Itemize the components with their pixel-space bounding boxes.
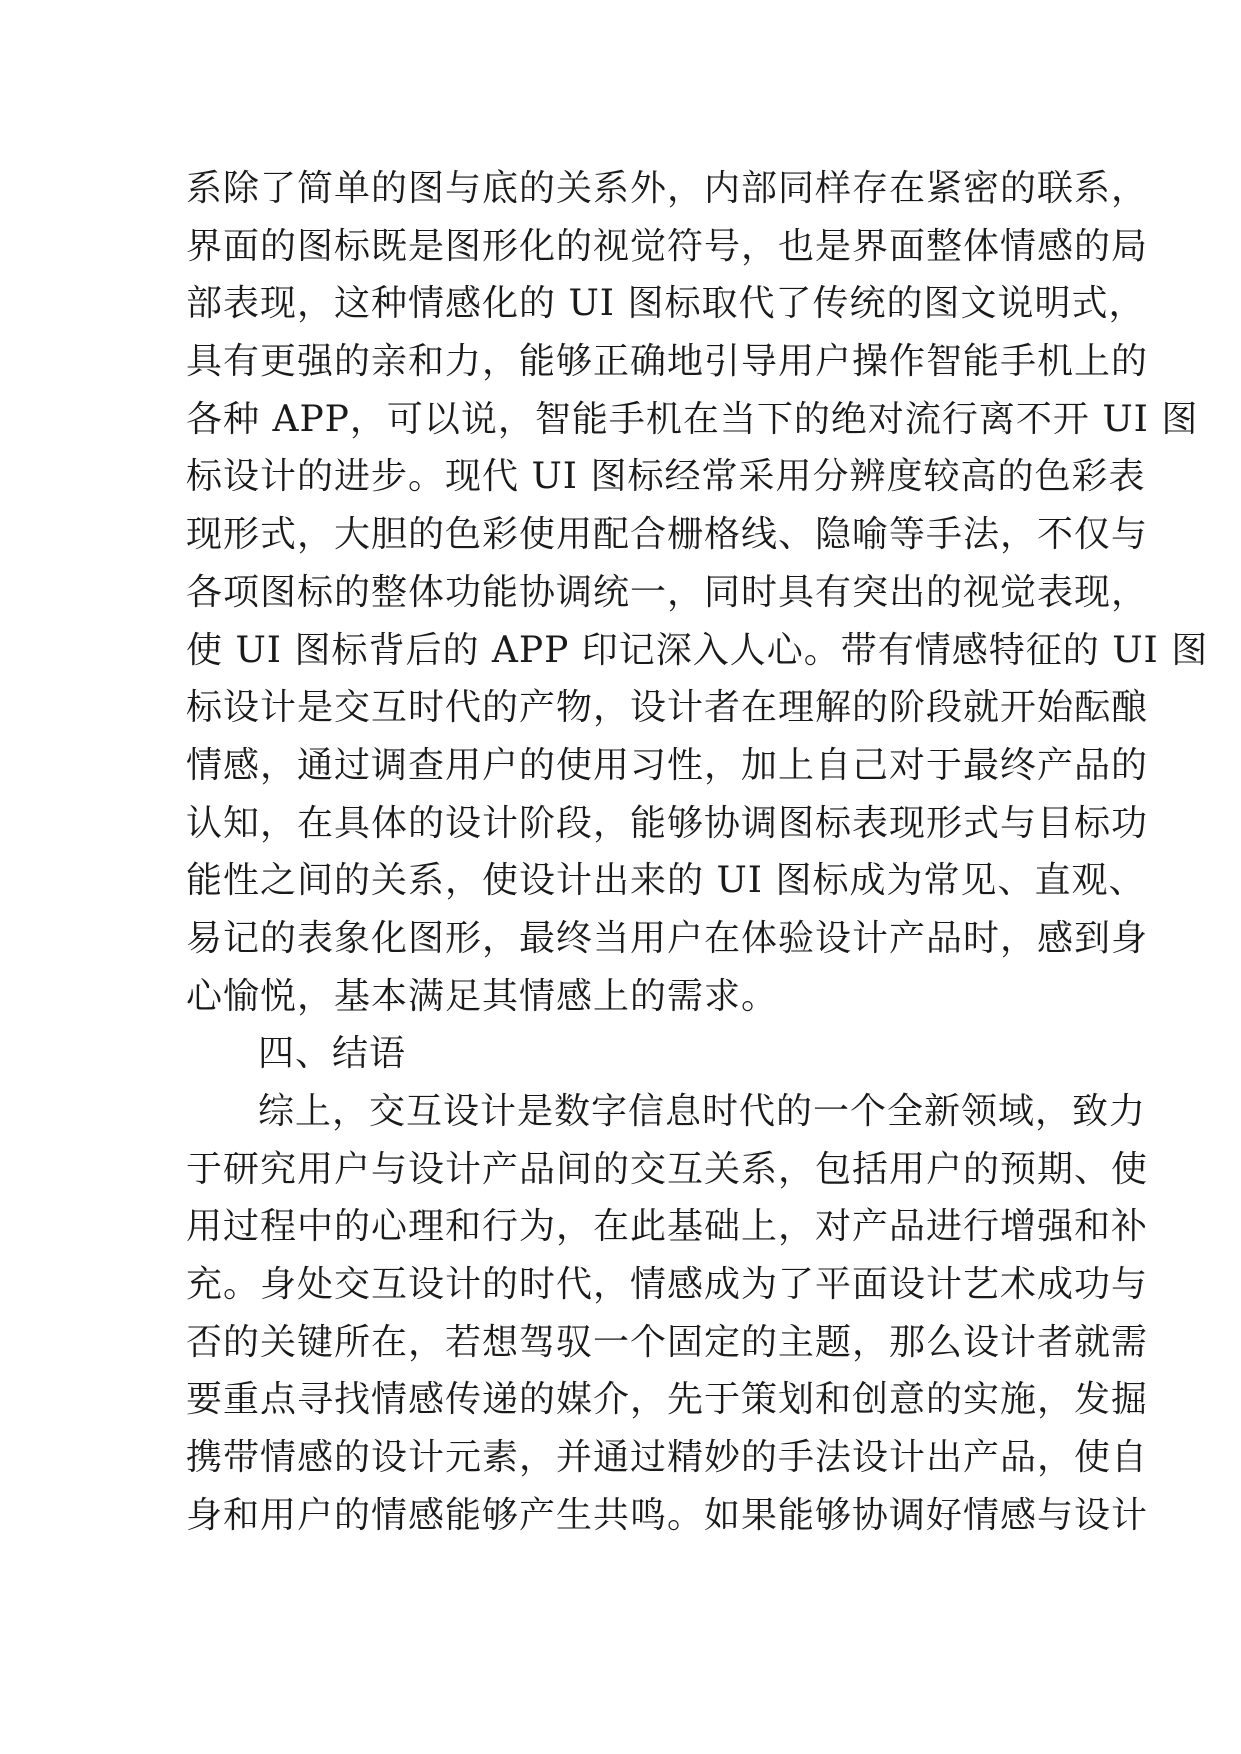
text-line: 充。身处交互设计的时代，情感成为了平面设计艺术成功与	[186, 1264, 1149, 1306]
text-line: 情感，通过调查用户的使用习性，加上自己对于最终产品的	[186, 744, 1149, 786]
text-line: 要重点寻找情感传递的媒介，先于策划和创意的实施，发掘	[186, 1379, 1149, 1421]
text-line: 界面的图标既是图形化的视觉符号，也是界面整体情感的局	[186, 225, 1149, 267]
text-line: 于研究用户与设计产品间的交互关系，包括用户的预期、使	[186, 1148, 1149, 1190]
text-line: 认知，在具体的设计阶段，能够协调图标表现形式与目标功	[186, 802, 1149, 844]
text-line: 心愉悦，基本满足其情感上的需求。	[186, 975, 779, 1017]
text-line: 各种 APP，可以说，智能手机在当下的绝对流行离不开 UI 图	[186, 398, 1199, 440]
text-line: 部表现，这种情感化的 UI 图标取代了传统的图文说明式，	[186, 283, 1146, 325]
text-line: 各项图标的整体功能协调统一，同时具有突出的视觉表现，	[186, 571, 1149, 613]
text-line: 用过程中的心理和行为，在此基础上，对产品进行增强和补	[186, 1206, 1149, 1248]
text-line: 系除了简单的图与底的关系外，内部同样存在紧密的联系，	[186, 168, 1149, 209]
section-heading: 四、结语	[258, 1033, 407, 1075]
text-line: 携带情感的设计元素，并通过精妙的手法设计出产品，使自	[186, 1437, 1149, 1479]
text-line: 标设计是交互时代的产物，设计者在理解的阶段就开始酝酿	[186, 687, 1149, 729]
text-line: 身和用户的情感能够产生共鸣。如果能够协调好情感与设计	[186, 1494, 1149, 1536]
text-line: 标设计的进步。现代 UI 图标经常采用分辨度较高的色彩表	[186, 456, 1146, 498]
text-line: 具有更强的亲和力，能够正确地引导用户操作智能手机上的	[186, 341, 1149, 383]
text-line: 易记的表象化图形，最终当用户在体验设计产品时，感到身	[186, 917, 1149, 959]
text-line: 使 UI 图标背后的 APP 印记深入人心。带有情感特征的 UI 图	[186, 629, 1209, 671]
paragraph-first-line: 综上，交互设计是数字信息时代的一个全新领域，致力	[258, 1091, 1147, 1132]
body-text	[186, 160, 1209, 1545]
text-line: 否的关键所在，若想驾驭一个固定的主题，那么设计者就需	[186, 1321, 1149, 1363]
text-line: 现形式，大胆的色彩使用配合栅格线、隐喻等手法，不仅与	[186, 514, 1149, 556]
text-line: 能性之间的关系，使设计出来的 UI 图标成为常见、直观、	[186, 860, 1146, 902]
